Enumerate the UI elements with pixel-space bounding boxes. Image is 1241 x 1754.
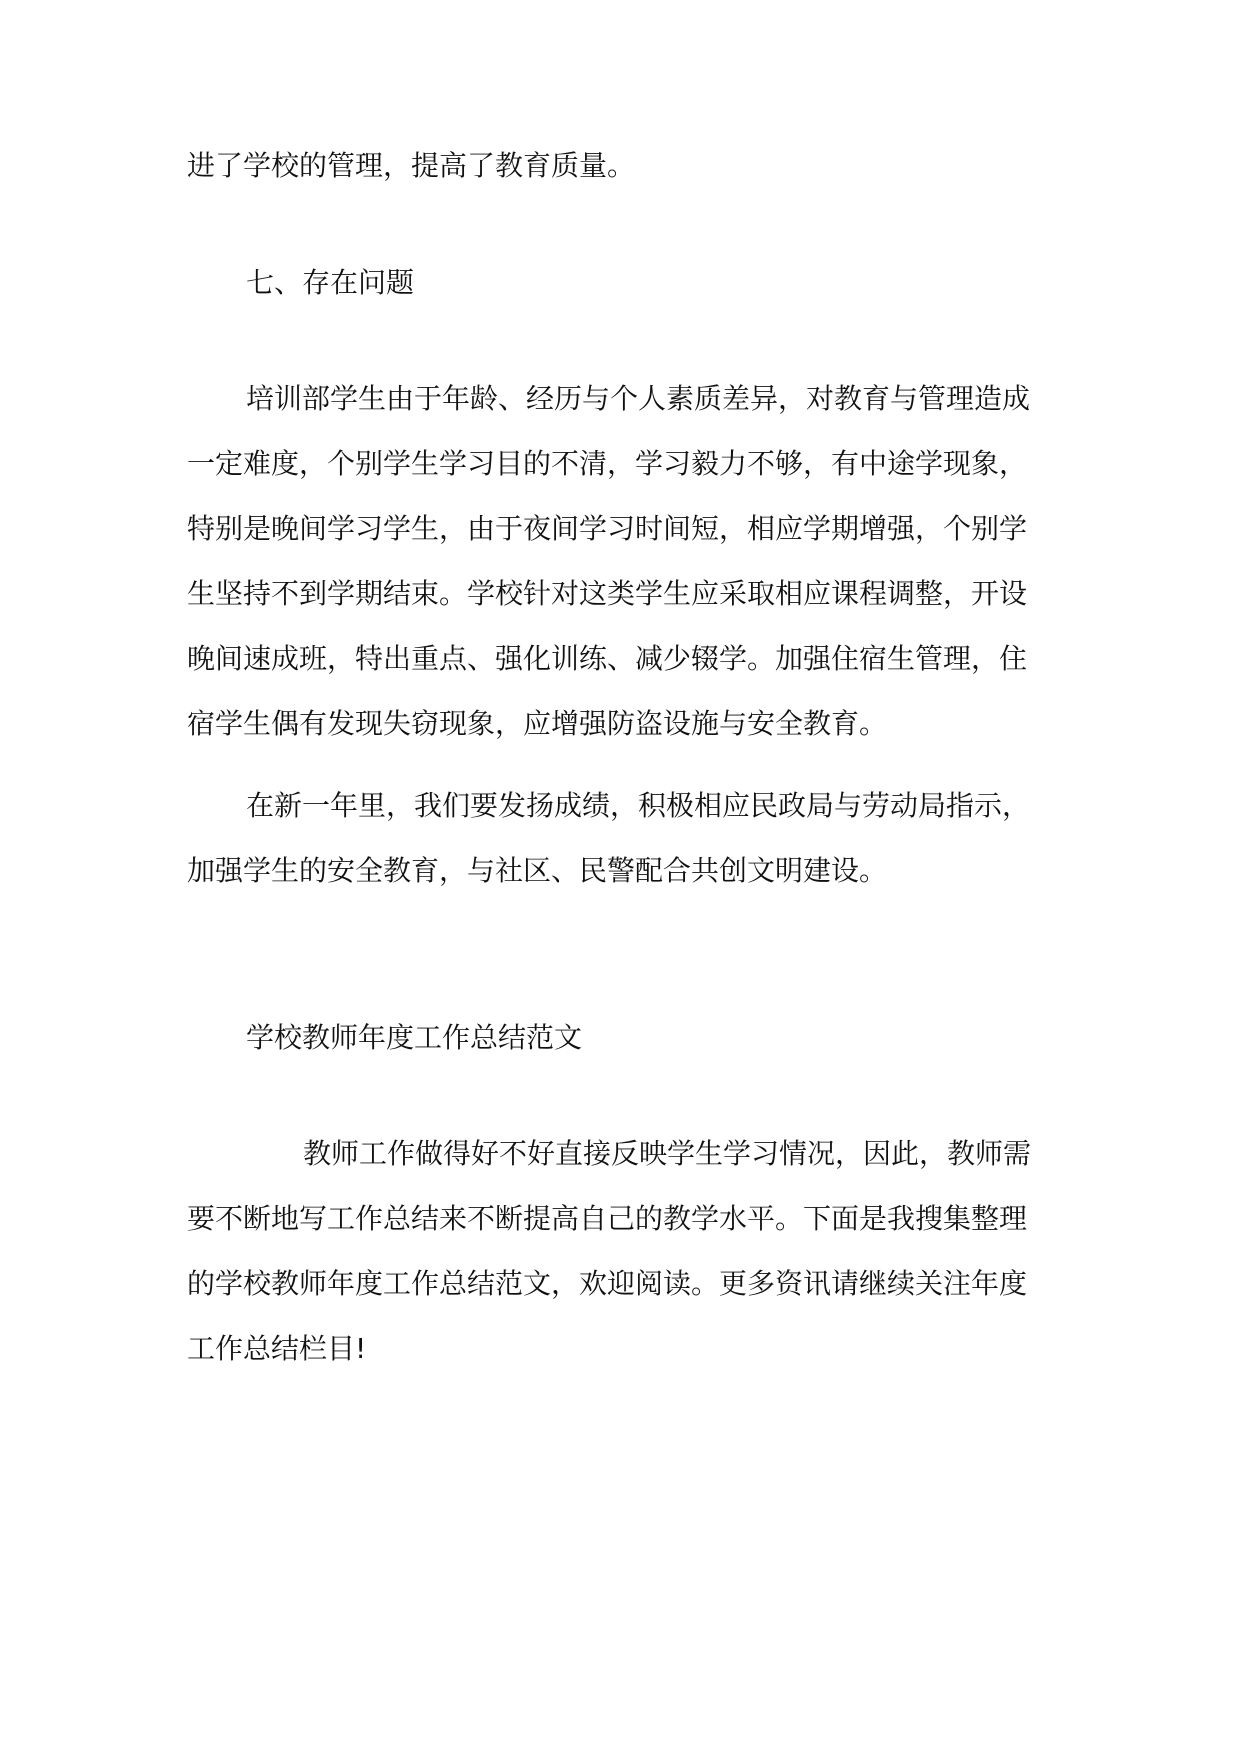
paragraph-line: 教师工作做得好不好直接反映学生学习情况，因此，教师需 xyxy=(303,1137,1032,1170)
paragraph-line: 进了学校的管理，提高了教育质量。 xyxy=(187,149,636,182)
section-heading xyxy=(187,250,1067,315)
paragraph-line: 生坚持不到学期结束。学校针对这类学生应采取相应课程调整，开设 xyxy=(187,577,1028,610)
article-title-text: 学校教师年度工作总结范文 xyxy=(246,1021,583,1054)
outlook-paragraph xyxy=(187,773,1067,903)
paragraph-line: 培训部学生由于年龄、经历与个人素质差异，对教育与管理造成 xyxy=(246,382,1031,415)
section-heading-text: 七、存在问题 xyxy=(246,266,415,299)
paragraph-line: 加强学生的安全教育，与社区、民警配合共创文明建设。 xyxy=(187,854,888,887)
intro-paragraph xyxy=(187,1121,1067,1381)
paragraph-line: 要不断地写工作总结来不断提高自己的教学水平。下面是我搜集整理 xyxy=(187,1202,1028,1235)
paragraph-line: 在新一年里，我们要发扬成绩，积极相应民政局与劳动局指示， xyxy=(246,789,1031,822)
paragraph-line: 的学校教师年度工作总结范文，欢迎阅读。更多资讯请继续关注年度 xyxy=(187,1267,1028,1300)
continuation-paragraph xyxy=(187,133,1067,198)
paragraph-line: 一定难度，个别学生学习目的不清，学习毅力不够，有中途学现象， xyxy=(187,447,1028,480)
paragraph-line: 工作总结栏目! xyxy=(187,1332,367,1365)
article-title xyxy=(187,1005,1067,1070)
paragraph-line: 特别是晚间学习学生，由于夜间学习时间短，相应学期增强，个别学 xyxy=(187,512,1028,545)
problems-paragraph xyxy=(187,366,1067,756)
paragraph-line: 晚间速成班，特出重点、强化训练、减少辍学。加强住宿生管理，住 xyxy=(187,642,1028,675)
paragraph-line: 宿学生偶有发现失窃现象，应增强防盗设施与安全教育。 xyxy=(187,707,888,740)
